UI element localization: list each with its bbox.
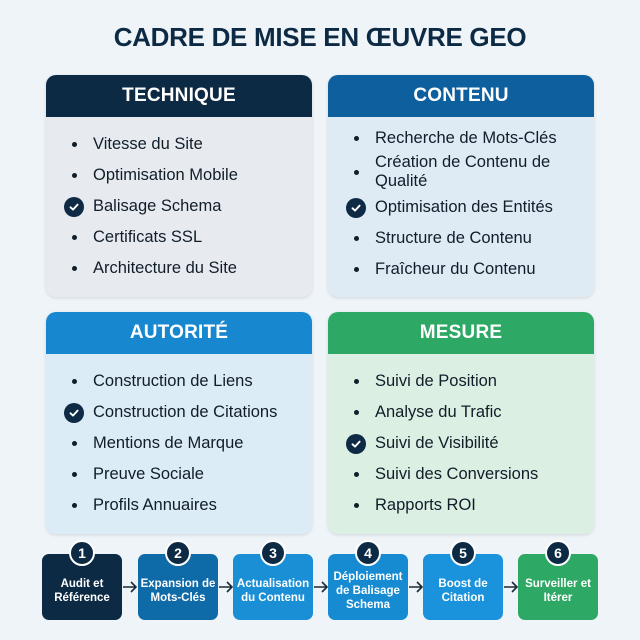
step-1: 1 Audit et Référence: [42, 554, 122, 620]
bullet-icon: [64, 259, 84, 279]
bullet-icon: [346, 162, 366, 182]
list-item: Suivi des Conversions: [346, 459, 594, 490]
list-item: Analyse du Trafic: [346, 397, 594, 428]
panel-body: [46, 354, 312, 534]
bullet-icon: [346, 465, 366, 485]
panel-body: [328, 354, 594, 534]
arrow-right-icon: [503, 580, 519, 594]
step-number-badge: 2: [165, 540, 191, 566]
step-3: 3 Actualisation du Contenu: [233, 554, 313, 620]
arrow-right-icon: [313, 580, 329, 594]
panel-technique: [46, 75, 312, 297]
check-circle-icon: [346, 198, 366, 218]
check-circle-icon: [64, 197, 84, 217]
panel-header: TECHNIQUE: [46, 75, 312, 117]
list-item: Optimisation des Entités: [346, 192, 594, 223]
bullet-icon: [64, 496, 84, 516]
list-item: Suivi de Position: [346, 366, 594, 397]
bullet-icon: [346, 229, 366, 249]
step-number-badge: 1: [69, 540, 95, 566]
bullet-icon: [64, 228, 84, 248]
bullet-icon: [64, 166, 84, 186]
list-item: Optimisation Mobile: [64, 160, 312, 191]
panel-body: [328, 117, 594, 297]
list-item: Construction de Liens: [64, 366, 312, 397]
panel-header: MESURE: [328, 312, 594, 354]
step-number-badge: 6: [545, 540, 571, 566]
arrow-right-icon: [122, 580, 138, 594]
page-title: CADRE DE MISE EN ŒUVRE GEO: [113, 22, 527, 52]
list-item: Création de Contenu de Qualité: [346, 152, 594, 192]
list-item: Recherche de Mots-Clés: [346, 125, 594, 152]
step-4: 4 Déploiement de Balisage Schema: [328, 554, 408, 620]
arrow-right-icon: [408, 580, 424, 594]
panel-header: AUTORITÉ: [46, 312, 312, 354]
arrow-right-icon: [218, 580, 234, 594]
bullet-icon: [346, 260, 366, 280]
bullet-icon: [346, 403, 366, 423]
panel-contenu: [328, 75, 594, 297]
list-item: Profils Annuaires: [64, 490, 312, 521]
check-circle-icon: [346, 434, 366, 454]
bullet-icon: [64, 465, 84, 485]
check-circle-icon: [64, 403, 84, 423]
step-number-badge: 3: [260, 540, 286, 566]
panel-autorite: [46, 312, 312, 534]
list-item: Architecture du Site: [64, 253, 312, 284]
list-item: Certificats SSL: [64, 222, 312, 253]
step-6: 6 Surveiller et Itérer: [518, 554, 598, 620]
bullet-icon: [346, 372, 366, 392]
bullet-icon: [64, 135, 84, 155]
bullet-icon: [346, 129, 366, 149]
bullet-icon: [64, 372, 84, 392]
step-2: 2 Expansion de Mots-Clés: [138, 554, 218, 620]
step-number-badge: 4: [355, 540, 381, 566]
list-item: Fraîcheur du Contenu: [346, 254, 594, 285]
list-item: Construction de Citations: [64, 397, 312, 428]
list-item: Balisage Schema: [64, 191, 312, 222]
list-item: Preuve Sociale: [64, 459, 312, 490]
step-5: 5 Boost de Citation: [423, 554, 503, 620]
process-steps: [0, 540, 640, 630]
list-item: Vitesse du Site: [64, 129, 312, 160]
panel-mesure: [328, 312, 594, 534]
panel-header: CONTENU: [328, 75, 594, 117]
bullet-icon: [346, 496, 366, 516]
list-item: Structure de Contenu: [346, 223, 594, 254]
step-number-badge: 5: [450, 540, 476, 566]
bullet-icon: [64, 434, 84, 454]
panel-body: [46, 117, 312, 297]
list-item: Rapports ROI: [346, 490, 594, 521]
list-item: Mentions de Marque: [64, 428, 312, 459]
list-item: Suivi de Visibilité: [346, 428, 594, 459]
